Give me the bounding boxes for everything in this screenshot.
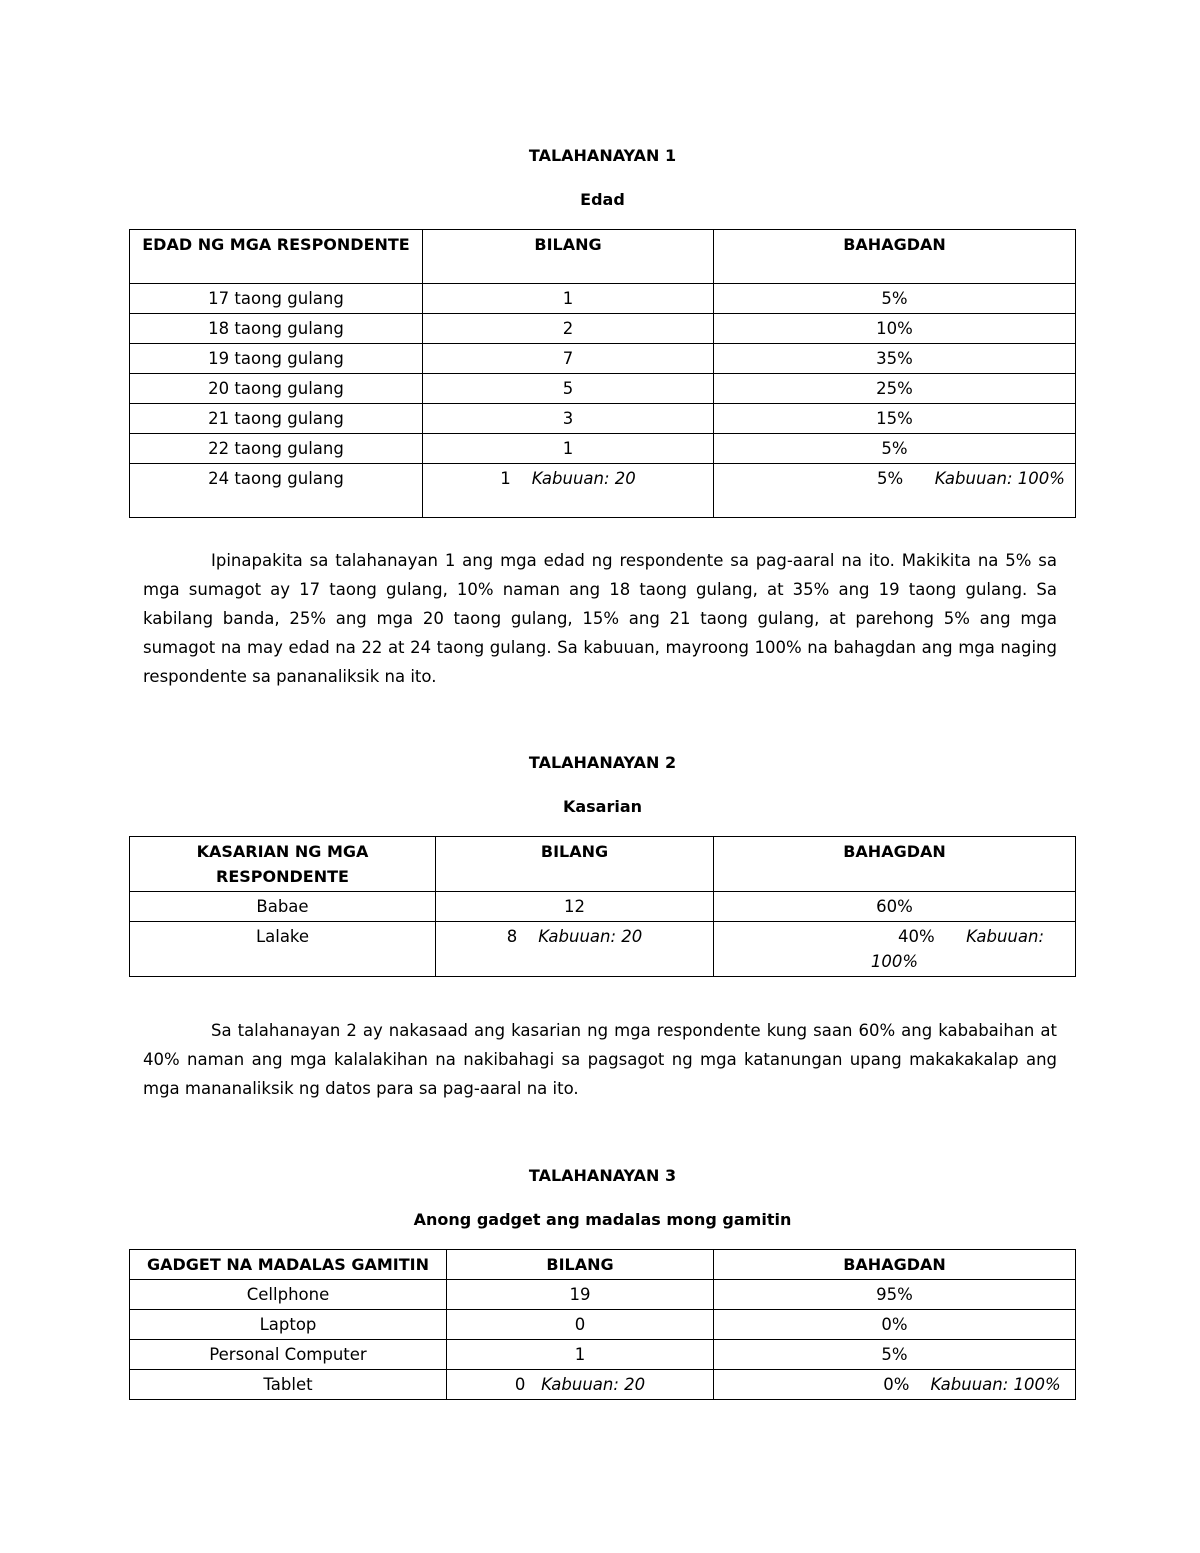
- table3-header-item: GADGET NA MADALAS GAMITIN: [130, 1250, 447, 1280]
- row-item: Laptop: [130, 1310, 447, 1340]
- row-percent: 95%: [714, 1280, 1076, 1310]
- table-row-total: [130, 922, 1076, 977]
- row-count: 3: [423, 404, 714, 434]
- table-row: [130, 284, 1076, 314]
- table3-header-percent: BAHAGDAN: [714, 1250, 1076, 1280]
- row-percent: 0%: [883, 1375, 910, 1394]
- paragraph-1: Ipinapakita sa talahanayan 1 ang mga edad ng respondente sa pag-aaral na ito. Makikita na 5% sa mga sumagot ay 17 taong gulang, 10% naman ang 18 taong gulang, at 35% ang 19 taong gulang. Sa kabilang banda, 25% ang mga 20 taong gulang, 15% ang 21 taong gulang, at parehong 5% ang mga sumagot na may edad na 22 at 24 taong gulang. Sa kabuuan, mayroong 100% na bahagdan ang mga naging respondente sa pananaliksik na ito.: [143, 551, 1057, 686]
- row-percent: 10%: [714, 314, 1076, 344]
- table-row-total: [130, 1370, 1076, 1400]
- table1-header-percent: BAHAGDAN: [714, 230, 1076, 284]
- row-percent: 5%: [714, 434, 1076, 464]
- row-count: 12: [436, 892, 714, 922]
- row-item: 22 taong gulang: [130, 434, 423, 464]
- row-percent: 15%: [714, 404, 1076, 434]
- table-row: [130, 374, 1076, 404]
- row-count: 1: [423, 434, 714, 464]
- percent-total: Kabuuan: 100%: [934, 469, 1065, 488]
- table-row: [130, 892, 1076, 922]
- table2-title: Kasarian: [562, 797, 643, 816]
- row-percent: 5%: [877, 469, 904, 488]
- table2-header-percent: BAHAGDAN: [714, 837, 1076, 892]
- row-count: 8: [506, 927, 518, 946]
- row-item: 17 taong gulang: [130, 284, 423, 314]
- row-item: 24 taong gulang: [130, 464, 423, 518]
- table-row: [130, 1310, 1076, 1340]
- table-row: [130, 434, 1076, 464]
- row-percent-total: [714, 464, 1076, 518]
- table1-header-row: [130, 230, 1076, 284]
- table2-header-row: [130, 837, 1076, 892]
- row-count: 0: [514, 1375, 526, 1394]
- row-item: 20 taong gulang: [130, 374, 423, 404]
- row-count-total: [447, 1370, 714, 1400]
- row-item: Personal Computer: [130, 1340, 447, 1370]
- row-count-total: [423, 464, 714, 518]
- row-count: 1: [423, 284, 714, 314]
- row-item: Tablet: [130, 1370, 447, 1400]
- table1-header-count: BILANG: [423, 230, 714, 284]
- row-count: 1: [500, 469, 511, 488]
- row-percent: 35%: [714, 344, 1076, 374]
- table1-title: Edad: [580, 190, 625, 209]
- row-item: 19 taong gulang: [130, 344, 423, 374]
- paragraph-2: Sa talahanayan 2 ay nakasaad ang kasarian ng mga respondente kung saan 60% ang kababaihan at 40% naman ang mga kalalakihan na nakibahagi sa pagsagot ng mga katanungan upang makakakalap ang mga mananaliksik ng datos para sa pag-aaral na ito.: [143, 1021, 1057, 1098]
- row-percent: 5%: [714, 284, 1076, 314]
- table3-header-row: [130, 1250, 1076, 1280]
- table2-label: TALAHANAYAN 2: [528, 753, 677, 772]
- table3-label: TALAHANAYAN 3: [528, 1166, 677, 1185]
- row-count: 0: [447, 1310, 714, 1340]
- table3-header-count: BILANG: [447, 1250, 714, 1280]
- percent-total: Kabuuan: 100%: [870, 927, 1045, 971]
- row-percent: 60%: [714, 892, 1076, 922]
- table1: [129, 229, 1076, 518]
- row-percent: 5%: [714, 1340, 1076, 1370]
- row-count: 19: [447, 1280, 714, 1310]
- table-row: [130, 404, 1076, 434]
- table-row: [130, 314, 1076, 344]
- row-percent-total: [714, 1370, 1076, 1400]
- table-row: [130, 344, 1076, 374]
- row-item: Cellphone: [130, 1280, 447, 1310]
- row-percent: 40%: [897, 927, 935, 946]
- row-count: 2: [423, 314, 714, 344]
- table-row-total: [130, 464, 1076, 518]
- row-count: 5: [423, 374, 714, 404]
- table3-title: Anong gadget ang madalas mong gamitin: [413, 1210, 792, 1229]
- count-total: Kabuuan: 20: [538, 927, 643, 946]
- row-count: 1: [447, 1340, 714, 1370]
- percent-total: Kabuuan: 100%: [930, 1375, 1061, 1394]
- row-item: 21 taong gulang: [130, 404, 423, 434]
- table1-header-item: EDAD NG MGA RESPONDENTE: [130, 230, 423, 284]
- row-percent-total: [714, 922, 1076, 977]
- row-percent: 25%: [714, 374, 1076, 404]
- table1-label: TALAHANAYAN 1: [528, 146, 677, 165]
- table2-header-item: KASARIAN NG MGA RESPONDENTE: [130, 837, 436, 892]
- row-count: 7: [423, 344, 714, 374]
- count-total: Kabuuan: 20: [541, 1375, 646, 1394]
- row-item: Lalake: [130, 922, 436, 977]
- table3: [129, 1249, 1076, 1400]
- table-row: [130, 1340, 1076, 1370]
- table2: [129, 836, 1076, 977]
- count-total: Kabuuan: 20: [531, 469, 636, 488]
- table-row: [130, 1280, 1076, 1310]
- table2-header-count: BILANG: [436, 837, 714, 892]
- row-item: 18 taong gulang: [130, 314, 423, 344]
- row-percent: 0%: [714, 1310, 1076, 1340]
- row-item: Babae: [130, 892, 436, 922]
- row-count-total: [436, 922, 714, 977]
